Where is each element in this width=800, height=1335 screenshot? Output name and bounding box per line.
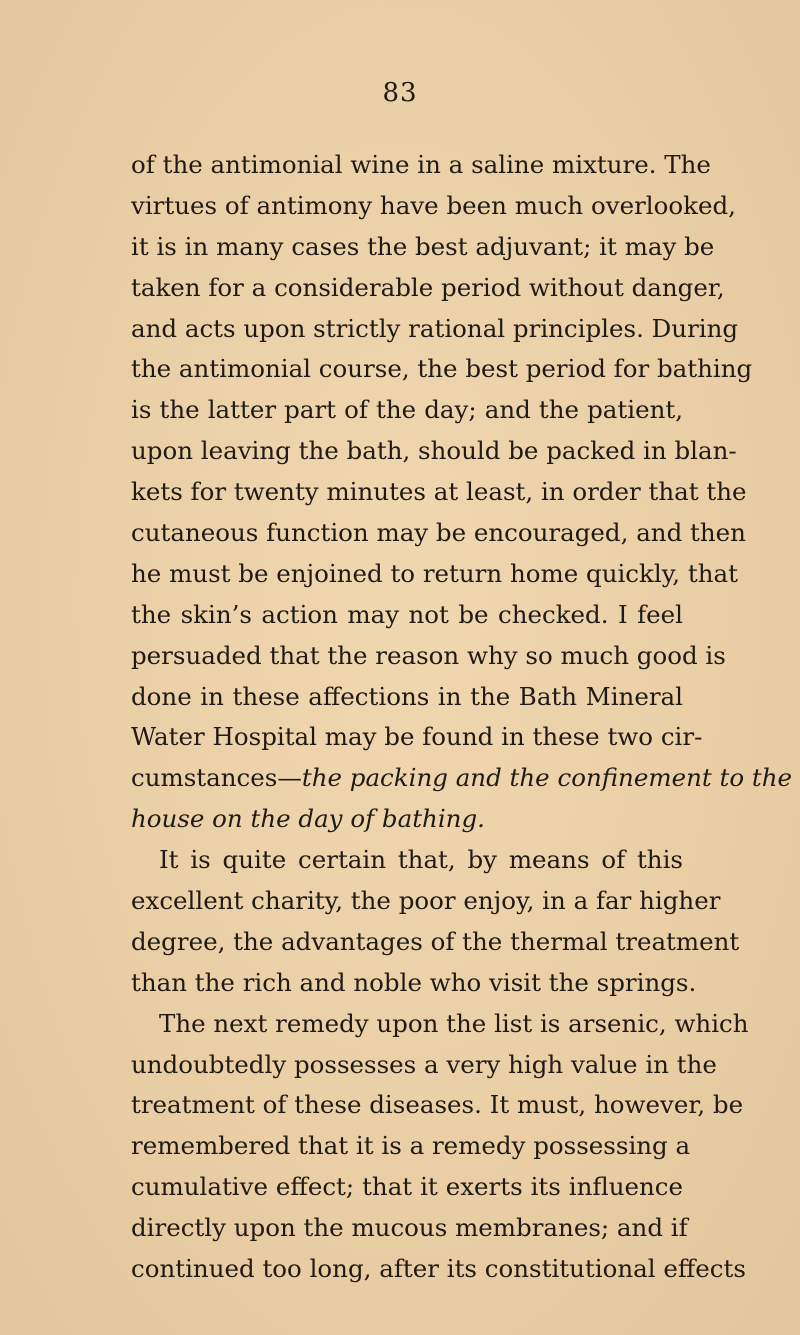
text-line: cutaneous function may be encouraged, and then	[131, 518, 746, 548]
text-line-mixed	[131, 758, 792, 799]
text-line: cumulative effect; that it exerts its influence	[131, 1172, 683, 1202]
paragraph-end-line: than the rich and noble who visit the springs.	[131, 967, 697, 997]
text-line: it is in many cases the best adjuvant; it may be	[131, 231, 715, 261]
text-line: undoubtedly possesses a very high value in the	[131, 1049, 717, 1079]
text-roman: cumstances—	[131, 763, 302, 793]
text-line: the skin’s action may not be checked. I feel	[131, 599, 683, 629]
text-line: Water Hospital may be found in these two cir-	[131, 722, 703, 752]
text-line: continued too long, after its constitutional effects	[131, 1254, 746, 1284]
text-line: is the latter part of the day; and the patient,	[131, 395, 683, 425]
text-line: and acts upon strictly rational principles. During	[131, 313, 739, 343]
text-line: of the antimonial wine in a saline mixture. The	[131, 150, 711, 179]
text-line: persuaded that the reason why so much good is	[131, 640, 726, 670]
body-text	[131, 145, 792, 1290]
paragraph-start-line: It is quite certain that, by means of this	[159, 845, 683, 875]
text-line: the antimonial course, the best period for bathing	[131, 354, 753, 384]
text-line: directly upon the mucous membranes; and if	[131, 1213, 688, 1243]
text-line: virtues of antimony have been much overlooked,	[131, 190, 736, 220]
text-line: done in these affections in the Bath Mineral	[131, 681, 683, 711]
text-line-italic	[131, 799, 683, 840]
text-italic: the packing and the confinement to the	[301, 763, 792, 793]
text-line: degree, the advantages of the thermal treatment	[131, 926, 740, 956]
page-number: 83	[382, 78, 418, 108]
text-line: kets for twenty minutes at least, in order that the	[131, 477, 747, 507]
paragraph-start-line: The next remedy upon the list is arsenic, which	[159, 1008, 749, 1038]
text-line: excellent charity, the poor enjoy, in a far higher	[131, 886, 721, 916]
text-line: treatment of these diseases. It must, however, be	[131, 1090, 744, 1120]
text-line: upon leaving the bath, should be packed in blan-	[131, 436, 737, 466]
text-italic: house on the day of bathing.	[131, 804, 485, 834]
text-line: taken for a considerable period without danger,	[131, 272, 725, 302]
text-line: remembered that it is a remedy possessing a	[131, 1131, 691, 1161]
text-line: he must be enjoined to return home quickly, that	[131, 558, 738, 588]
